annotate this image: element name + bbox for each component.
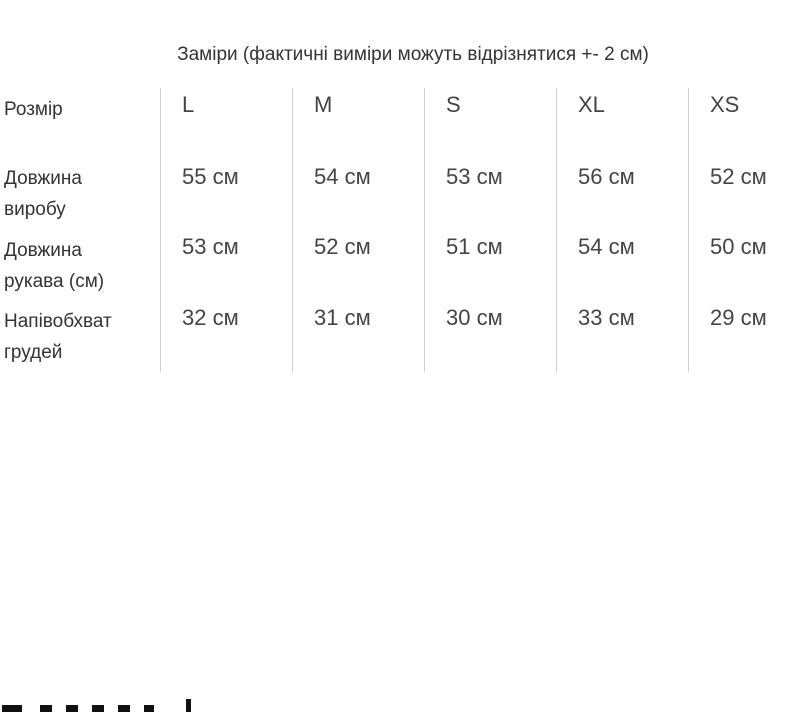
column-divider <box>688 88 689 372</box>
chest-value-xl: 33 см <box>578 305 635 330</box>
sleeve-value-s: 51 см <box>446 234 503 259</box>
sleeve-value-l: 53 см <box>182 234 239 259</box>
chest-value-s: 30 см <box>446 305 503 330</box>
length-value-s: 53 см <box>446 164 503 189</box>
column-divider <box>160 88 161 372</box>
size-header-xl: XL <box>578 92 605 117</box>
size-header-s: S <box>446 92 461 117</box>
size-chart-caption: Заміри (фактичні виміри можуть відрізнятися +- 2 см) <box>177 44 649 65</box>
length-value-xl: 56 см <box>578 164 635 189</box>
length-value-m: 54 см <box>314 164 371 189</box>
sleeve-value-m: 52 см <box>314 234 371 259</box>
length-value-xs: 52 см <box>710 164 767 189</box>
row-label-sleeve-line2: рукава (см) <box>4 271 105 292</box>
chest-value-m: 31 см <box>314 305 371 330</box>
row-label-chest <box>4 306 112 368</box>
row-label-sleeve <box>4 235 104 297</box>
column-divider <box>424 88 425 372</box>
size-header-l: L <box>182 92 195 117</box>
row-label-chest-line1: Напівобхват <box>4 311 112 332</box>
row-label-length-line2: виробу <box>4 199 66 220</box>
size-header-m: M <box>314 92 333 117</box>
chest-value-l: 32 см <box>182 305 239 330</box>
sleeve-value-xs: 50 см <box>710 234 767 259</box>
row-label-chest-line2: грудей <box>4 342 63 363</box>
sleeve-value-xl: 54 см <box>578 234 635 259</box>
size-header-xs: XS <box>710 92 740 117</box>
row-label-length-line1: Довжина <box>4 168 82 189</box>
chest-value-xs: 29 см <box>710 305 767 330</box>
row-label-length <box>4 163 82 225</box>
row-label-size: Розмір <box>4 99 63 120</box>
column-divider <box>292 88 293 372</box>
cropped-text-fragment <box>0 698 200 712</box>
column-divider <box>556 88 557 372</box>
length-value-l: 55 см <box>182 164 239 189</box>
row-label-sleeve-line1: Довжина <box>4 240 82 261</box>
